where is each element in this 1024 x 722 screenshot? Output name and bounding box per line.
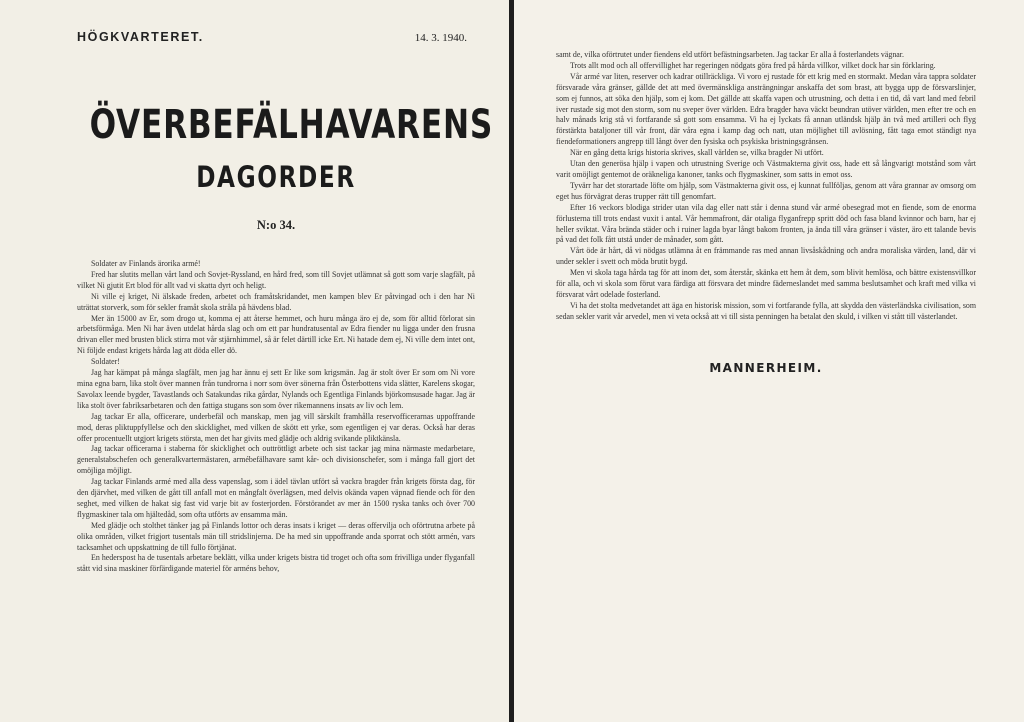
paragraph: Vår armé var liten, reserver och kadrar otillräckliga. Vi voro ej rustade för ett krig med en stormakt. Medan våra tappra soldater försvarade våra gränser, gällde det att med övermänskliga ansträngningar anskaffa det som brast, att bygga upp de försvarslinjer, som ej funnos, att söka den hjälp, som ej kom. Det gällde att skaffa vapen och utrustning, och detta i en tid, då vart land med febril iver rustade sig mot den storm, som nu sveper över världen. Edra bragder hava väckt beundran utöver världen, men efter tre och en halv månads krig stå vi fortfarande så gott som ensamma. Vi ha ej lyckats få annan utländsk hjälp än två med artilleri och flyg förstärkta bataljoner till vår front, där våra egna i kamp dag och natt, utan möjlighet till avlösning, fått taga emot ständigt nya fiendeformationers angrepp till långt över den fysiska och psykiska bristningsgränsen. — [556, 71, 976, 147]
paragraph: Jag har kämpat på många slagfält, men jag har ännu ej sett Er like som krigsmän. Jag är stolt över Er som om Ni vore mina egna barn, lika stolt över mannen från tundrorna i norr som över sönerna från Österbottens vida slätter, Karelens skogar, Savolax leende bygder, Tavastlands och Satakundas rika gårdar, Nylands och Egentliga Finlands björkomsusade hagar. Jag är lika stolt över fabriksarbetaren och den fattiga stugans son som över rikemannens insats av liv och lem. — [77, 368, 475, 410]
paragraph: Fred har slutits mellan vårt land och Sovjet-Ryssland, en hård fred, som till Sovjet utlämnat så gott som varje slagfält, på vilket Ni gjutit Ert blod för allt vad vi skatta dyrt och heligt. — [77, 269, 475, 290]
paragraph: Ni ville ej kriget, Ni älskade freden, arbetet och framåtskridandet, men kampen blev Er påtvingad och i den har Ni uträttat storverk, som för sekler framåt skola stråla på hävdens blad. — [77, 291, 475, 312]
headquarters-label: HÖGKVARTERET. — [77, 30, 204, 44]
paragraph: Trots allt mod och all offervillighet har regeringen nödgats göra fred på hårda villkor, vilket dock har sin förklaring. — [570, 60, 936, 70]
paragraph: Soldater av Finlands ärorika armé! — [91, 259, 201, 268]
left-page — [0, 0, 509, 722]
paragraph: Tyvärr har det storartade löfte om hjälp, som Västmakterna givit oss, ej kunnat fullföljas, genom att våra grannar av omsorg om eget hus förvägrat deras trupper rätt till genomfart. — [556, 180, 976, 201]
paragraph: Utan den generösa hjälp i vapen och utrustning Sverige och Västmakterna givit oss, hade ett så långvarigt motstånd som vårt varit omöjligt gentemot de oräkneliga kanoner, tanks och flygmaskiner, som satts in emot oss. — [556, 159, 976, 179]
date-label: 14. 3. 1940. — [414, 32, 467, 44]
paragraph: När en gång detta krigs historia skrives, skall världen se, vilka bragder Ni utfört. — [570, 148, 824, 158]
paragraph: Med glädje och stolthet tänker jag på Finlands lottor och deras insats i kriget — deras offervilja och oförtrutna arbete på olika områden, vilket frigjort tusentals män till stridslinjerna. De ha med sin uppoffrande anda sporrat och stött armén, vars tacksamhet och uppskattning de till fullo förtjänat. — [77, 520, 475, 552]
paragraph: Efter 16 veckors blodiga strider utan vila dag eller natt står i denna stund vår armé obesegrad mot en fiende, som de enorma förlusterna till trots endast vuxit i antal. Vår hemmafront, där otaliga flyganfrepp spritt död och fasa bland kvinnor och barn, har ej heller sviktat. Våra brända städer och i ruiner lagda byar långt bakom fronten, ja ända till våra gränser i väster, äro ett talande bevis på vad det folk fått utstå under de månader, som gått. — [556, 202, 976, 245]
paragraph: Vårt öde är hårt, då vi nödgas utlämna åt en främmande ras med annan livsåskådning och andra moraliska värden, land, där vi under sekler i svett och möda brutit bygd. — [556, 246, 976, 267]
paragraph: Vi ha det stolta medvetandet att äga en historisk mission, som vi fortfarande fylla, att skydda den västerländska civilisation, som sedan sekler varit vår arvedel, men vi veta också att vi till sista penningen ha betalat den skuld, i vilken vi stått till västerlandet. — [556, 300, 976, 321]
signature: MANNERHEIM. — [709, 360, 823, 375]
paragraph: En hederspost ha de tusentals arbetare beklätt, vilka under krigets bistra tid troget och ofta som frivilliga under flyganfall stått vid sina maskiner förfärdigande materiel för arméns behov, — [77, 553, 475, 574]
paragraph: Soldater! — [91, 357, 120, 367]
page-header — [77, 30, 475, 44]
paragraph: Jag tackar Er alla, officerare, underbefäl och manskap, men jag vill särskilt framhålla reservofficerarnas uppoffrande mod, deras pliktuppfyllelse och den skicklighet, med vilken de skött ett yrke, som egentligen ej var deras. Också har deras offer procentuellt utgjort krigets största, men det har givits med glädje och aldrig svikande pliktkänsla. — [77, 411, 475, 443]
paragraph: Jag tackar officerarna i staberna för skicklighet och outtröttligt arbete och sist tackar jag mina närmaste medarbetare, generalstabschefen och generalkvartermästaren, armébefälhavare samt kår- och divisionschefer, som i många fall gjort det omöjliga möjligt. — [77, 444, 475, 476]
paragraph: samt de, vilka oförtrutet under fiendens eld utfört befästningsarbeten. Jag tackar Er alla å fosterlandets vägnar. — [556, 50, 904, 59]
paragraph: Jag tackar Finlands armé med alla dess vapenslag, som i ädel tävlan utfört så vackra bragder från krigets första dag, för den djärvhet, med vilken de gått till anfall mot en mångfalt överlägsen, med delvis okända vapen väpnad fiende och för den seghet, med vilken de hakat sig fast vid varje bit av fosterjorden. Förstörandet av mer än 1500 ryska tanks och över 700 flygmaskiner tala om hjältedåd, som ofta utförts av ensamma män. — [77, 477, 475, 519]
paragraph: Mer än 15000 av Er, som drogo ut, komma ej att återse hemmet, och huru många äro ej de, som för alltid förlorat sin arbetsförmåga. Men Ni har även utdelat hårda slag och om ett par hundratusental av Edra fiender nu ligga under den frusna drivan eller med brusten blick stirra mot vår stjärnhimmel, så är felet därtill icke Ert. Ni hatade dem ej, Ni ville dem intet ont, Ni följde endast krigets hårda lag att döda eller dö. — [77, 313, 475, 356]
right-page — [514, 0, 1024, 722]
left-body-text — [77, 259, 475, 575]
paragraph: Men vi skola taga hårda tag för att inom det, som återstår, skänka ett hem åt dem, som blivit hemlösa, och bättre existensvillkor för alla, och vi skola som förut vara färdiga att försvara det mindre fäderneslandet med samma beslutsamhet och kraft med vilka vi försvarat vårt odelade fosterland. — [556, 268, 976, 299]
order-number: N:o 34. — [256, 218, 296, 232]
title-sub: DAGORDER — [196, 160, 356, 194]
right-body-text — [556, 50, 976, 323]
title-main: ÖVERBEFÄLHAVARENS — [89, 102, 494, 148]
